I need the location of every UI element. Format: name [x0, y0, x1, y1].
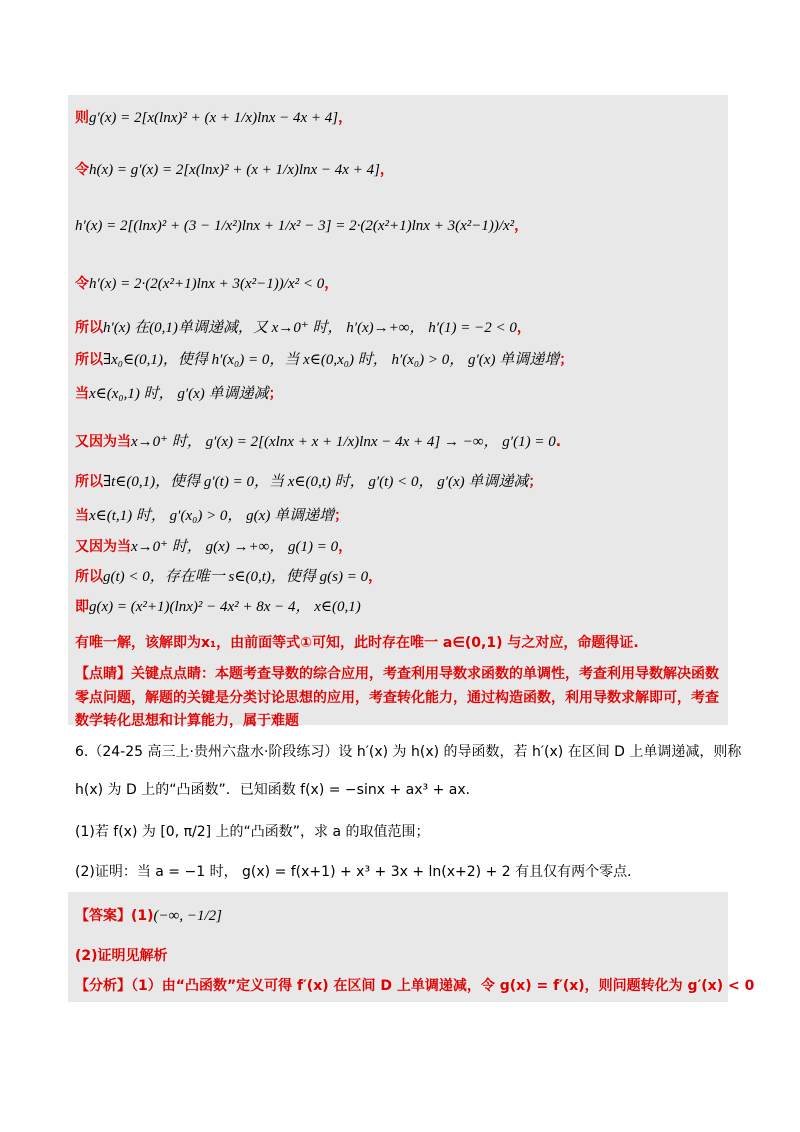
problem-part-2: (2)证明：当 a = −1 时， g(x) = f(x+1) + x³ + 3x + ln(x+2) + 2 有且仅有两个零点． — [75, 864, 642, 880]
comment-line-1: 【点睛】关键点点睛：本题考查导数的综合应用，考查利用导数求函数的单调性，考查利用导数解决函数 — [75, 666, 719, 682]
solution-line-3: h′(x) = 2[(lnx)² + (3 − 1/x²)lnx + 1/x² − 3] = 2·(2(x²+1)lnx + 3(x²−1))/x²， — [75, 218, 529, 234]
solution-line-11: 又因为当x→0⁺ 时， g(x) →+∞， g(1) = 0， — [75, 539, 353, 555]
solution-line-10: 当x∈(t,1) 时， g′(x₀) > 0， g(x) 单调递增； — [75, 508, 349, 524]
answer-line-2: (2)证明见解析 — [75, 948, 168, 964]
solution-line-13: 即g(x) = (x²+1)(lnx)² − 4x² + 8x − 4， x∈(0,1) — [75, 599, 361, 615]
solution-line-4: 令h′(x) = 2·(2(x²+1)lnx + 3(x²−1))/x² < 0， — [75, 276, 339, 292]
comment-tag: 【点睛】 — [75, 666, 131, 682]
solution-line-12: 所以g(t) < 0，存在唯一 s∈(0,t)，使得 g(s) = 0， — [75, 569, 383, 585]
solution-line-5: 所以h′(x) 在(0,1)单调递减，又 x→0⁺ 时， h′(x)→+∞， h′(1) = −2 < 0， — [75, 320, 531, 336]
solution-line-14: 有唯一解，该解即为x₁，由前面等式①可知，此时存在唯一 a∈(0,1) 与之对应，命题得证. — [75, 635, 639, 651]
solution-line-7: 当x∈(x₀,1) 时， g′(x) 单调递减； — [75, 386, 283, 402]
solution-line-8: 又因为当x→0⁺ 时， g′(x) = 2[(xlnx + x + 1/x)lnx − 4x + 4] → −∞， g′(1) = 0. — [75, 434, 562, 450]
problem-source: （24-25 高三上·贵州六盘水·阶段练习） — [88, 744, 339, 760]
solution-line-6: 所以∃x₀∈(0,1)，使得 h′(x₀) = 0，当 x∈(0,x₀) 时， h′(x₀) > 0， g′(x) 单调递增； — [75, 352, 574, 368]
solution-line-9: 所以∃t∈(0,1)，使得 g′(t) = 0，当 x∈(0,t) 时， g′(t) < 0， g′(x) 单调递减； — [75, 474, 543, 490]
comment-line-3: 数学转化思想和计算能力，属于难题 — [75, 713, 299, 729]
problem-stem-2: h(x) 为 D 上的“凸函数”．已知函数 f(x) = −sinx + ax³ + ax． — [75, 782, 480, 798]
analysis-tag: 【分析】 — [75, 978, 131, 994]
problem-stem-1: 6.（24-25 高三上·贵州六盘水·阶段练习）设 h′(x) 为 h(x) 的导函数，若 h′(x) 在区间 D 上单调递减，则称 — [75, 744, 742, 760]
solution-line-1: 则g′(x) = 2[x(lnx)² + (x + 1/x)lnx − 4x + 4]， — [75, 110, 353, 126]
analysis-line: 【分析】（1）由“凸函数”定义可得 f′(x) 在区间 D 上单调递减，令 g(x) = f′(x)，则问题转化为 g′(x) < 0 — [75, 978, 755, 994]
answer-tag: 【答案】 — [75, 908, 131, 924]
solution-block — [68, 95, 728, 725]
answer-line-1: 【答案】(1)(−∞, −1/2] — [75, 908, 222, 924]
problem-part-1: (1)若 f(x) 为 [0, π/2] 上的“凸函数”，求 a 的取值范围； — [75, 824, 430, 840]
problem-number: 6. — [75, 744, 89, 760]
solution-line-2: 令h(x) = g′(x) = 2[x(lnx)² + (x + 1/x)lnx − 4x + 4]， — [75, 162, 394, 178]
comment-line-2: 零点问题，解题的关键是分类讨论思想的应用，考查转化能力，通过构造函数，利用导数求解即可，考查 — [75, 690, 719, 706]
